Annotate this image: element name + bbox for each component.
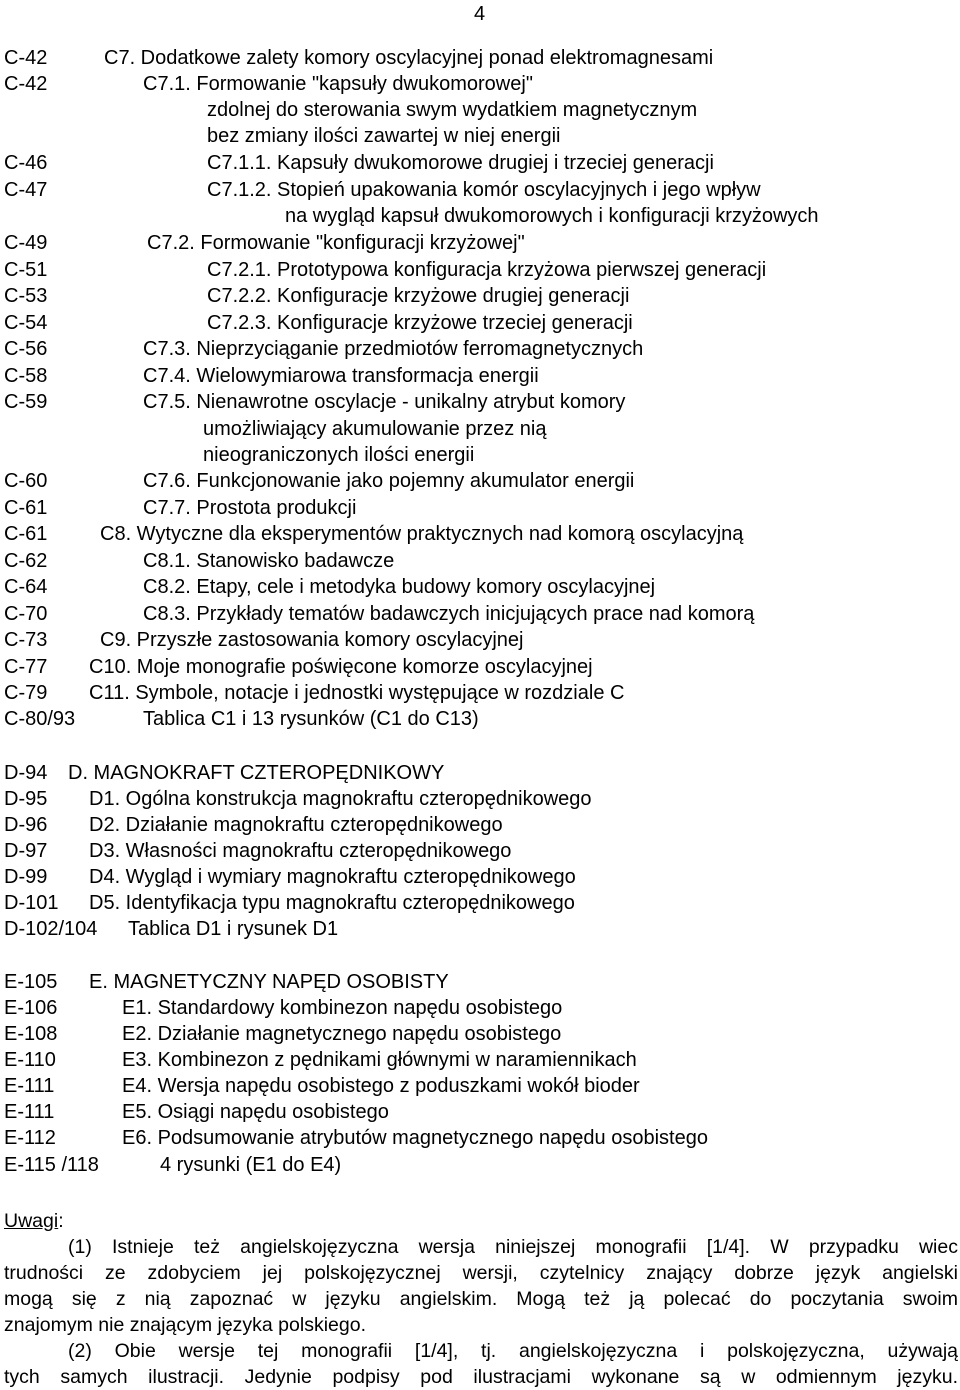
toc-page-ref: D-95 [4,788,48,810]
toc-entry: D3. Własności magnokraftu czteropędnikowego [89,840,512,862]
toc-entry: E3. Kombinezon z pędnikami głównymi w naramiennikach [122,1049,637,1071]
toc-page-ref: D-102/104 [4,918,98,940]
toc-page-ref: C-49 [4,232,48,254]
toc-entry: C8. Wytyczne dla eksperymentów praktycznych nad komorą oscylacyjną [100,523,744,545]
toc-entry: C7.1.2. Stopień upakowania komór oscylacyjnych i jego wpływ [207,179,761,201]
toc-entry: C7.6. Funkcjonowanie jako pojemny akumulator energii [143,470,635,492]
toc-entry: E2. Działanie magnetycznego napędu osobistego [122,1023,562,1045]
toc-entry-continuation: nieograniczonych ilości energii [203,444,475,466]
toc-page-ref: E-106 [4,997,58,1019]
toc-page-ref: C-64 [4,576,48,598]
notes-heading-line [4,1208,958,1234]
toc-page-ref: C-51 [4,259,48,281]
toc-page-ref: C-80/93 [4,708,76,730]
toc-entry: E5. Osiągi napędu osobistego [122,1101,389,1123]
toc-page-ref: E-105 [4,971,58,993]
toc-page-ref: E-108 [4,1023,58,1045]
toc-page-ref: C-56 [4,338,48,360]
toc-page-ref: D-96 [4,814,48,836]
toc-page-ref: C-62 [4,550,48,572]
toc-page-ref: E-115 /118 [4,1154,99,1176]
toc-entry-continuation: umożliwiający akumulowanie przez nią [203,418,547,440]
toc-page-ref: D-97 [4,840,48,862]
toc-entry: D2. Działanie magnokraftu czteropędnikowego [89,814,503,836]
toc-entry: C7.2.2. Konfiguracje krzyżowe drugiej generacji [207,285,630,307]
toc-entry: C7.7. Prostota produkcji [143,497,357,519]
toc-page-ref: E-112 [4,1127,56,1149]
note-line: trudności ze zdobyciem jej polskojęzycznej wersji, czytelnicy znający dobrze język angielski [4,1262,958,1284]
toc-page-ref: C-46 [4,152,48,174]
toc-page-ref: C-70 [4,603,48,625]
toc-entry: C7.3. Nieprzyciąganie przedmiotów ferromagnetycznych [143,338,644,360]
toc-entry: C7.4. Wielowymiarowa transformacja energii [143,365,539,387]
toc-entry: 4 rysunki (E1 do E4) [160,1154,342,1176]
toc-chapter-title: E. MAGNETYCZNY NAPĘD OSOBISTY [89,971,449,993]
toc-page-ref: D-99 [4,866,48,888]
notes-heading: Uwagi [4,1210,59,1232]
note-line: mogą się z nią zapoznać w języku angielskim. Mogą też ją polecać do poczytania swoim [4,1288,958,1310]
toc-page-ref: C-77 [4,656,48,678]
toc-page-ref: C-60 [4,470,48,492]
toc-chapter-title: D. MAGNOKRAFT CZTEROPĘDNIKOWY [68,762,445,784]
toc-page-ref: C-61 [4,497,48,519]
toc-entry: E4. Wersja napędu osobistego z poduszkami wokół bioder [122,1075,640,1097]
toc-page-ref: C-47 [4,179,48,201]
toc-entry: E1. Standardowy kombinezon napędu osobistego [122,997,563,1019]
toc-entry: C8.3. Przykłady tematów badawczych inicjujących prace nad komorą [143,603,755,625]
page-number: 4 [474,3,486,25]
toc-entry: C9. Przyszłe zastosowania komory oscylacyjnej [100,629,524,651]
toc-entry: Tablica C1 i 13 rysunków (C1 do C13) [143,708,479,730]
toc-page-ref: C-59 [4,391,48,413]
toc-entry: D5. Identyfikacja typu magnokraftu czteropędnikowego [89,892,575,914]
toc-entry: C10. Moje monografie poświęcone komorze oscylacyjnej [89,656,593,678]
note-line: (2) Obie wersje tej monografii [1/4], tj. angielskojęzyczna i polskojęzyczna, używają [68,1340,958,1362]
note-line: (1) Istnieje też angielskojęzyczna wersja niniejszej monografii [1/4]. W przypadku wiec [68,1236,958,1258]
toc-entry-continuation: bez zmiany ilości zawartej w niej energii [207,125,561,147]
toc-entry: C11. Symbole, notacje i jednostki występujące w rozdziale C [89,682,625,704]
toc-entry: C8.1. Stanowisko badawcze [143,550,395,572]
note-line: znajomym nie znającym języka polskiego. [4,1314,366,1336]
toc-page-ref: D-94 [4,762,48,784]
note-line: tych samych ilustracji. Jedynie podpisy pod ilustracjami wykonane są w odmiennym języku. [4,1366,958,1388]
toc-entry: C7.2.3. Konfiguracje krzyżowe trzeciej generacji [207,312,633,334]
toc-page-ref: C-79 [4,682,48,704]
toc-entry: E6. Podsumowanie atrybutów magnetycznego napędu osobistego [122,1127,708,1149]
toc-entry: D4. Wygląd i wymiary magnokraftu czteropędnikowego [89,866,576,888]
toc-entry: Tablica D1 i rysunek D1 [128,918,339,940]
toc-entry: C8.2. Etapy, cele i metodyka budowy komory oscylacyjnej [143,576,656,598]
toc-entry: D1. Ogólna konstrukcja magnokraftu czteropędnikowego [89,788,592,810]
toc-entry-continuation: na wygląd kapsuł dwukomorowych i konfiguracji krzyżowych [285,205,819,227]
toc-page-ref: E-111 [4,1075,55,1097]
toc-entry: C7. Dodatkowe zalety komory oscylacyjnej ponad elektromagnesami [104,47,714,69]
toc-entry: C7.2. Formowanie "konfiguracji krzyżowej" [147,232,525,254]
toc-entry: C7.1. Formowanie "kapsuły dwukomorowej" [143,73,533,95]
toc-page-ref: C-54 [4,312,48,334]
toc-page-ref: E-110 [4,1049,56,1071]
toc-page-ref: D-101 [4,892,59,914]
toc-entry: C7.2.1. Prototypowa konfiguracja krzyżowa pierwszej generacji [207,259,767,281]
toc-page-ref: C-42 [4,47,48,69]
toc-page-ref: C-73 [4,629,48,651]
toc-page-ref: C-58 [4,365,48,387]
toc-page-ref: C-42 [4,73,48,95]
notes-section [4,1208,958,1390]
toc-page-ref: C-61 [4,523,48,545]
toc-entry: C7.5. Nienawrotne oscylacje - unikalny atrybut komory [143,391,626,413]
toc-entry-continuation: zdolnej do sterowania swym wydatkiem magnetycznym [207,99,698,121]
toc-page-ref: E-111 [4,1101,55,1123]
toc-page-ref: C-53 [4,285,48,307]
notes-heading-colon: : [58,1210,64,1232]
toc-entry: C7.1.1. Kapsuły dwukomorowe drugiej i trzeciej generacji [207,152,714,174]
